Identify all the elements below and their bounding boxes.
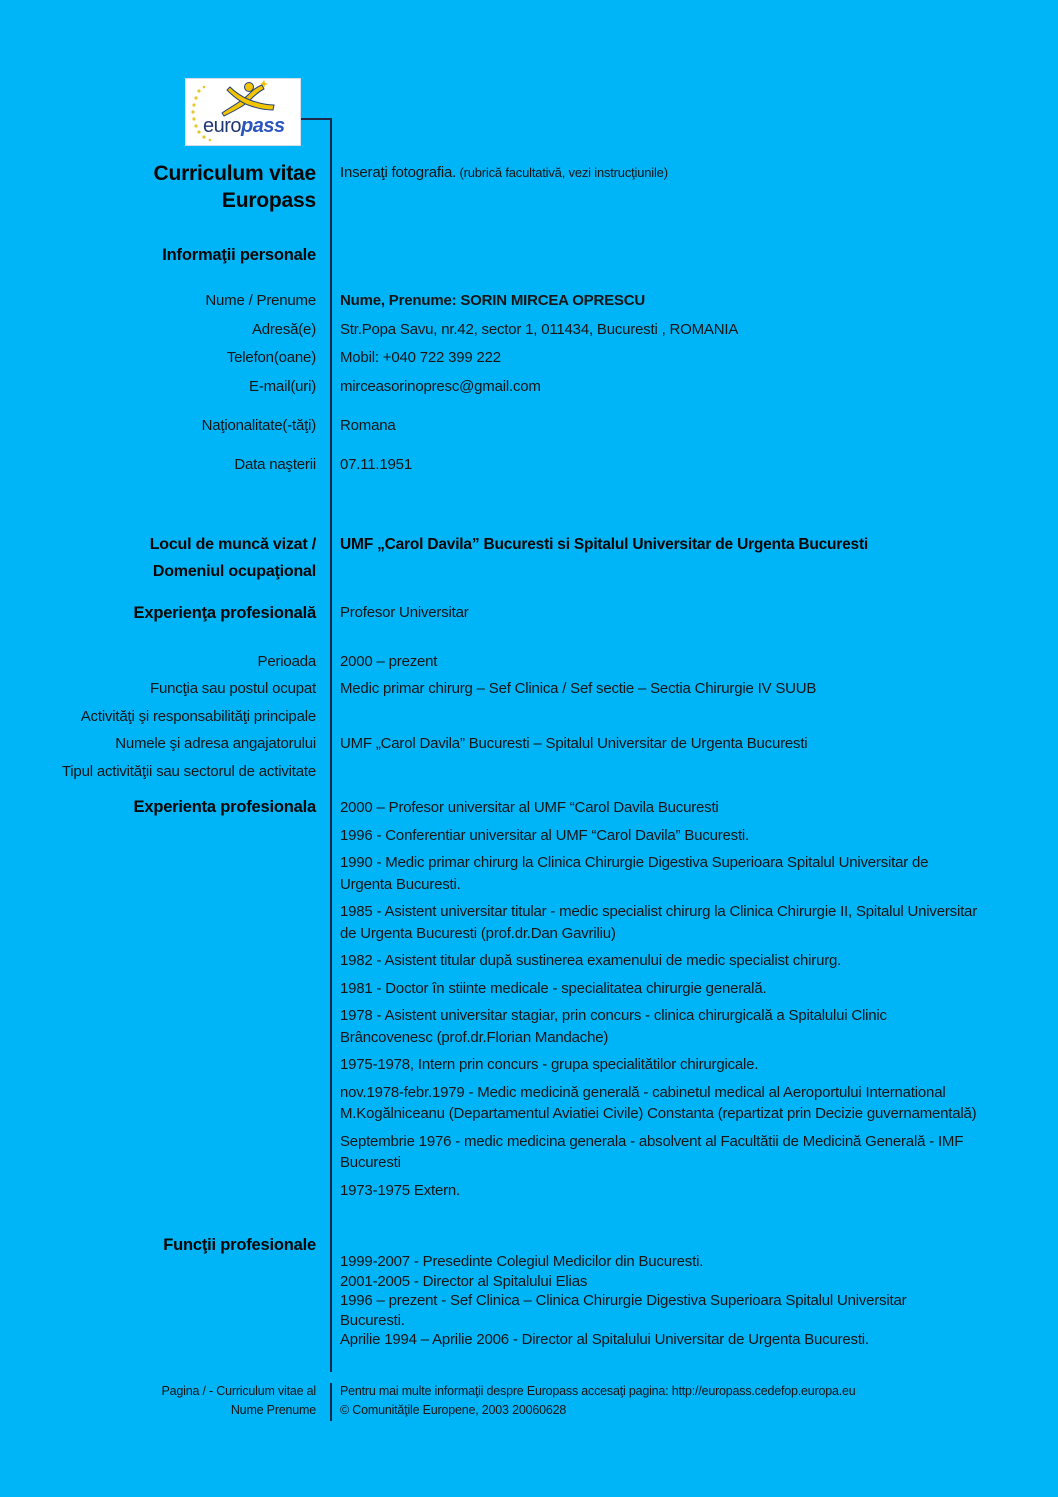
name-label: Nume / Prenume — [205, 292, 316, 309]
experience-item: nov.1978-febr.1979 - Medic medicină generală - cabinetul medical al Aeroportului International M.Kogălniceanu (Departamentul Aviatiei Civile) Constanta (repartizat prin Decizie guvernamentală) — [340, 1083, 977, 1122]
row-activities — [0, 703, 1058, 730]
sector-label: Tipul activităţii sau sectorul de activitate — [61, 762, 316, 780]
experience-item: 1973-1975 Extern. — [340, 1181, 461, 1199]
experience-item: 2000 – Profesor universitar al UMF “Carol Davila Bucuresti — [340, 799, 719, 816]
desired-job-heading-line1: Locul de muncă vizat / — [149, 536, 316, 553]
functions-list — [330, 1252, 960, 1350]
email-value: mirceasorinopresc@gmail.com — [340, 377, 541, 395]
nationality-label: Naţionalitate(-tăţi) — [201, 417, 316, 434]
address-value: Str.Popa Savu, nr.42, sector 1, 011434, Bucuresti , ROMANIA — [340, 320, 739, 338]
function-item: 1996 – prezent - Sef Clinica – Clinica Chirurgie Digestiva Superioara Spitalul Universitar Bucuresti. — [340, 1292, 907, 1329]
nationality-value: Romana — [340, 417, 396, 434]
page-title — [0, 160, 330, 214]
experience-heading: Experienţa profesională — [133, 604, 316, 622]
footer-page-info: Pagina / - Curriculum vitae al — [161, 1384, 316, 1398]
logo-connector-line — [299, 118, 331, 120]
desired-job-heading-line2: Domeniul ocupaţional — [152, 563, 316, 580]
row-name — [0, 287, 1058, 316]
footer-left — [0, 1382, 330, 1420]
name-value: Nume, Prenume: SORIN MIRCEA OPRESCU — [340, 292, 645, 309]
footer-europass-info: Pentru mai multe informaţii despre Europass accesaţi pagina: http://europass.cedefop.europa.eu — [340, 1384, 856, 1398]
period-value: 2000 – prezent — [340, 653, 438, 670]
row-nationality — [0, 412, 1058, 441]
experience-heading-value: Profesor Universitar — [340, 604, 469, 621]
experience-item: 1985 - Asistent universitar titular - medic specialist chirurg la Clinica Chirurgie II, Spitalul Universitar de Urgenta Bucuresti (prof.dr.Dan Gavriliu) — [340, 903, 977, 942]
page-title-line1: Curriculum vitae — [153, 162, 316, 185]
row-position — [0, 675, 1058, 702]
function-item: Aprilie 1994 – Aprilie 2006 - Director al Spitalului Universitar de Urgenta Bucuresti. — [340, 1331, 869, 1348]
footer-copyright: © Comunităţile Europene, 2003 20060628 — [340, 1403, 567, 1417]
photo-placeholder-text — [330, 160, 668, 181]
footer-name-placeholder: Nume Prenume — [230, 1403, 316, 1417]
experience-item: 1990 - Medic primar chirurg la Clinica Chirurgie Digestiva Superioara Spitalul Universitar de Urgenta Bucuresti. — [340, 854, 929, 893]
work-experience-section — [0, 603, 1058, 785]
employer-value: UMF „Carol Davila” Bucuresti – Spitalul Universitar de Urgenta Bucuresti — [340, 735, 808, 753]
experience-item: 1996 - Conferentiar universitar al UMF “Carol Davila” Bucuresti. — [340, 826, 750, 844]
employer-label: Numele şi adresa angajatorului — [115, 735, 316, 753]
experience-history-heading: Experienta profesionala — [133, 798, 316, 816]
logo-euro-text: euro — [203, 115, 242, 137]
experience-item: Septembrie 1976 - medic medicina generala - absolvent al Facultătii de Medicină Generală - IMF Bucuresti — [340, 1132, 964, 1171]
address-label: Adresă(e) — [251, 320, 316, 338]
function-item: 2001-2005 - Director al Spitalului Elias — [340, 1272, 588, 1290]
row-sector — [0, 758, 1058, 785]
photo-instruction: Inseraţi fotografia. — [340, 164, 457, 181]
functions-heading: Funcţii profesionale — [163, 1236, 316, 1254]
row-address — [0, 316, 1058, 345]
experience-item: 1981 - Doctor în stiinte medicale - specialitatea chirurgie generală. — [340, 979, 767, 997]
row-period — [0, 648, 1058, 675]
position-label: Funcţia sau postul ocupat — [150, 680, 316, 698]
professional-functions-section — [0, 1235, 1058, 1350]
personal-info-rows — [0, 287, 1058, 479]
row-email — [0, 373, 1058, 402]
photo-instruction-note: (rubrică facultativă, vezi instrucţiunile) — [456, 165, 668, 180]
birthdate-value: 07.11.1951 — [340, 455, 412, 473]
page-title-line2: Europass — [221, 189, 316, 212]
page-footer — [0, 1382, 1058, 1420]
europass-logo-text — [203, 115, 285, 137]
experience-item: 1982 - Asistent titular după sustinerea examenului de medic specialist chirurg. — [340, 952, 842, 969]
phone-label: Telefon(oane) — [226, 349, 316, 366]
logo-pass-text: pass — [241, 115, 285, 137]
birthdate-label: Data naşterii — [234, 455, 316, 473]
personal-info-heading: Informaţii personale — [162, 246, 316, 264]
email-label: E-mail(uri) — [249, 377, 316, 395]
phone-value: Mobil: +040 722 399 222 — [340, 349, 501, 366]
work-detail-rows — [0, 648, 1058, 785]
experience-item: 1975-1978, Intern prin concurs - grupa specialitătilor chirurgicale. — [340, 1056, 759, 1073]
function-item: 1999-2007 - Presedinte Colegiul Medicilor din Bucuresti. — [340, 1253, 704, 1270]
activities-label: Activităţi şi responsabilităţi principale — [80, 707, 316, 725]
desired-job-section — [0, 531, 1058, 585]
personal-info-section — [0, 245, 1058, 479]
header-section — [0, 160, 1058, 214]
experience-item: 1978 - Asistent universitar stagiar, prin concurs - clinica chirurgicală a Spitalului Clinic Brâncovenesc (prof.dr.Florian Mandache) — [340, 1007, 887, 1046]
footer-right — [330, 1382, 856, 1420]
desired-job-value: UMF „Carol Davila” Bucuresti si Spitalul Universitar de Urgenta Bucuresti — [340, 536, 869, 553]
experience-history-list — [330, 797, 980, 1207]
desired-job-heading — [0, 531, 330, 585]
position-value: Medic primar chirurg – Sef Clinica / Sef sectie – Sectia Chirurgie IV SUUB — [340, 680, 817, 698]
row-birthdate — [0, 451, 1058, 480]
row-employer — [0, 730, 1058, 757]
europass-logo — [185, 78, 301, 146]
experience-history-section — [0, 797, 1058, 1207]
row-phone — [0, 344, 1058, 373]
period-label: Perioada — [257, 653, 316, 670]
